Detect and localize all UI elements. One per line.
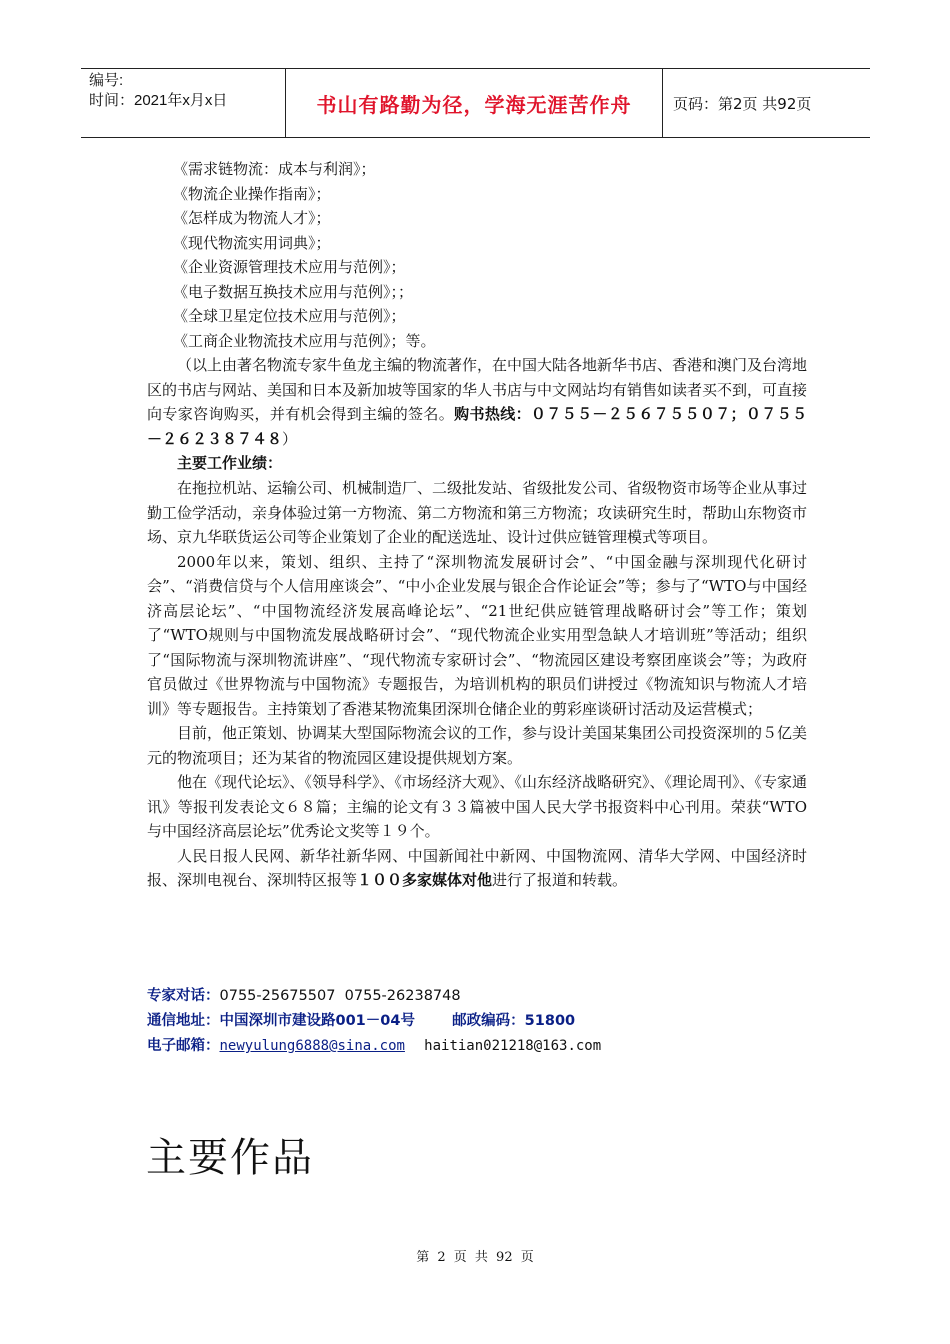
book-item: 《工商企业物流技术应用与范例》；等。 [173, 331, 436, 350]
book-item: 《物流企业操作指南》； [173, 184, 331, 203]
media-count: １００多家媒体对他 [357, 871, 493, 889]
email-line [147, 1034, 601, 1059]
book-item: 《全球卫星定位技术应用与范例》； [173, 307, 406, 325]
sales-note [147, 353, 807, 451]
achievement-paragraph: 在拖拉机站、运输公司、机械制造厂、二级批发站、省级批发公司、省级物资市场等企业从事过勤工俭学活动，亲身体验过第一方物流、第二方物流和第三方物流；攻读研究生时，帮助山东物资市场、京九华联货运公司等企业策划了企业的配送选址、设计过供应链管理模式等项目。 [147, 479, 808, 546]
phone-line [147, 984, 601, 1009]
media-text: 人民日报人民网、新华社新华网、中国新闻社中新网、中国物流网、清华大学网、中国经济时报、深圳电视台、深圳特区报等 [147, 846, 807, 889]
sales-note-text: （以上由著名物流专家牛鱼龙主编的物流著作，在中国大陆各地新华书店、香港和澳门及台湾地区的书店与网站、美国和日本及新加坡等国家的华人书店与中文网站均有销售如读者买不到，可直接向专家咨询购买，并有机会得到主编的签名。 [147, 356, 808, 423]
page-header [81, 68, 870, 138]
email-link-1[interactable]: newyulung6888@sina.com [219, 1038, 405, 1054]
book-item: 《现代物流实用词典》； [173, 233, 331, 252]
header-page-info: 页码：第2页 共92页 [673, 94, 812, 113]
email-label: 电子邮箱： [147, 1038, 220, 1054]
achievements-heading: 主要工作业绩： [177, 454, 283, 472]
address-value: 中国深圳市建设路001－04号 [219, 1013, 415, 1029]
contact-block [147, 984, 601, 1059]
code-label: 编号: [89, 72, 124, 89]
page-footer: 第 2 页 共 92 页 [416, 1250, 534, 1265]
email-2: haitian021218@163.com [424, 1038, 602, 1054]
sales-note-close: ） [282, 429, 298, 448]
book-list [147, 157, 807, 353]
address-label: 通信地址： [147, 1013, 220, 1029]
header-motto: 书山有路勤为径，学海无涯苦作舟 [286, 69, 663, 137]
address-line [147, 1009, 601, 1034]
phone-label: 专家对话： [147, 988, 220, 1004]
media-paragraph [147, 844, 807, 893]
book-item: 《电子数据互换技术应用与范例》；； [173, 282, 414, 301]
hotline: 购书热线：０７５５－２５６７５５０７；０７５５－２６２３８７４８ [147, 405, 807, 448]
achievement-paragraph: 2000年以来，策划、组织、主持了“深圳物流发展研讨会”、“中国金融与深圳现代化研讨会”、“消费信贷与个人信用座谈会”、“中小企业发展与银企合作论证会”等；参与了“WTO与中国经济高层论坛”、“中国物流经济发展高峰论坛”、“21世纪供应链管理战略研讨会”等工作；策划了“WTO规则与中国物流发展战略研讨会”、“现代物流企业实用型急缺人才培训班”等活动；组织了“国际物流与深圳物流讲座”、“现代物流专家研讨会”、“物流园区建设考察团座谈会”等；为政府官员做过《世界物流与中国物流》专题报告，为培训机构的职员们讲授过《物流知识与物流人才培训》等专题报告。主持策划了香港某物流集团深圳仓储企业的剪彩座谈研讨活动及运营模式； [147, 552, 807, 718]
header-meta [81, 69, 286, 137]
achievement-paragraph: 他在《现代论坛》、《领导科学》、《市场经济大观》、《山东经济战略研究》、《理论周刊》、《专家通讯》等报刊发表论文６８篇；主编的论文有３３篇被中国人民大学书报资料中心刊用。荣获“WTO与中国经济高层论坛”优秀论文奖等１９个。 [147, 773, 808, 840]
book-item: 《需求链物流：成本与利润》； [173, 160, 376, 178]
book-item: 《企业资源管理技术应用与范例》； [173, 258, 406, 276]
phone-value: 0755-25675507 0755-26238748 [219, 988, 461, 1004]
date-label: 时间：2021年x月x日 [89, 92, 228, 109]
achievement-paragraph: 目前，他正策划、协调某大型国际物流会议的工作，参与设计美国某集团公司投资深圳的５亿美元的物流项目；还为某省的物流园区建设提供规划方案。 [147, 724, 808, 767]
book-item: 《怎样成为物流人才》； [173, 209, 331, 227]
postcode-label: 邮政编码： [452, 1013, 525, 1029]
postcode-value: 51800 [524, 1013, 576, 1029]
media-text-end: 进行了报道和转载。 [492, 871, 628, 889]
main-content [147, 157, 807, 893]
works-section-title: 主要作品 [146, 1135, 314, 1181]
